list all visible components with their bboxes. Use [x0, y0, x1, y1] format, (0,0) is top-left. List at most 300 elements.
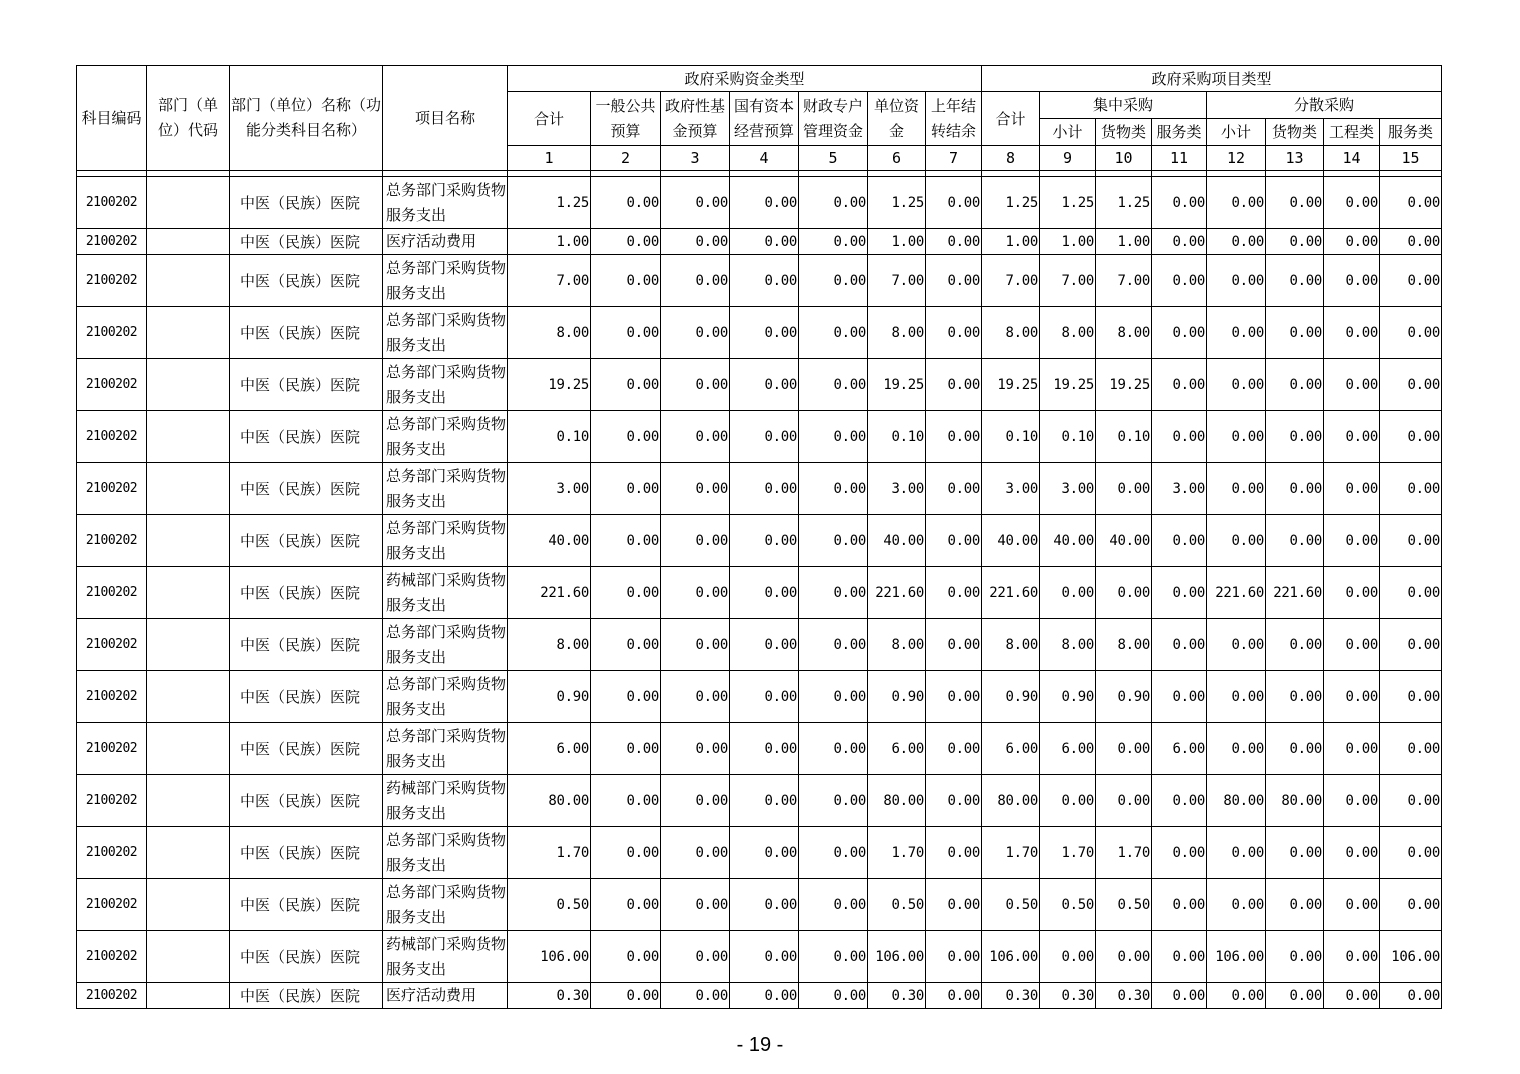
cell-value: 0.00 — [591, 177, 661, 229]
cell-dept-name: 中医（民族）医院 — [230, 515, 383, 567]
cell-value: 40.00 — [982, 515, 1040, 567]
table-row — [77, 827, 1442, 879]
cell-project-name: 总务部门采购货物服务支出 — [383, 411, 508, 463]
cell-value: 0.90 — [982, 671, 1040, 723]
cell-value: 40.00 — [1040, 515, 1096, 567]
cell-value: 0.00 — [730, 619, 799, 671]
cell-value: 0.00 — [730, 463, 799, 515]
cell-value: 0.00 — [1207, 359, 1266, 411]
cell-value: 0.00 — [926, 515, 982, 567]
cell-subject-code: 2100202 — [77, 619, 147, 671]
cell-value: 1.00 — [1096, 229, 1152, 255]
cell-dept-code — [147, 775, 230, 827]
cell-value: 221.60 — [1207, 567, 1266, 619]
table-body — [77, 171, 1442, 1009]
cell-dept-code — [147, 463, 230, 515]
cell-project-name: 医疗活动费用 — [383, 983, 508, 1009]
cell-value: 0.00 — [799, 827, 868, 879]
cell-value: 0.00 — [661, 879, 730, 931]
header-central-subtotal: 小计 — [1040, 119, 1096, 146]
cell-value: 0.30 — [982, 983, 1040, 1009]
cell-value: 80.00 — [508, 775, 591, 827]
table-row — [77, 567, 1442, 619]
cell-value: 6.00 — [1040, 723, 1096, 775]
cell-value: 0.00 — [1266, 177, 1324, 229]
cell-value: 0.00 — [1380, 775, 1442, 827]
cell-value: 0.00 — [591, 619, 661, 671]
cell-value: 0.00 — [926, 619, 982, 671]
cell-value: 1.70 — [1096, 827, 1152, 879]
cell-value: 0.00 — [1152, 515, 1207, 567]
cell-value: 0.00 — [591, 307, 661, 359]
column-number: 8 — [982, 146, 1040, 171]
cell-value: 3.00 — [1040, 463, 1096, 515]
table-row — [77, 359, 1442, 411]
procurement-table — [76, 65, 1442, 1009]
cell-dept-code — [147, 411, 230, 463]
cell-value: 0.00 — [926, 671, 982, 723]
header-dispersed-goods: 货物类 — [1266, 119, 1324, 146]
cell-dept-name: 中医（民族）医院 — [230, 307, 383, 359]
table-row — [77, 723, 1442, 775]
cell-value: 0.00 — [1324, 723, 1380, 775]
cell-dept-code — [147, 671, 230, 723]
cell-value: 0.00 — [1040, 567, 1096, 619]
cell-value: 0.00 — [1040, 775, 1096, 827]
header-dept-code: 部门（单位）代码 — [147, 66, 230, 171]
cell-dept-name: 中医（民族）医院 — [230, 411, 383, 463]
cell-dept-code — [147, 255, 230, 307]
header-dispersed-group: 分散采购 — [1207, 92, 1442, 119]
cell-value: 40.00 — [868, 515, 926, 567]
cell-dept-name: 中医（民族）医院 — [230, 879, 383, 931]
cell-dept-code — [147, 307, 230, 359]
cell-value: 0.00 — [661, 567, 730, 619]
cell-dept-code — [147, 619, 230, 671]
cell-value: 0.00 — [661, 515, 730, 567]
cell-dept-code — [147, 359, 230, 411]
cell-value: 0.00 — [1096, 931, 1152, 983]
cell-project-name: 总务部门采购货物服务支出 — [383, 671, 508, 723]
header-fund-total: 合计 — [508, 92, 591, 146]
cell-value: 0.00 — [799, 931, 868, 983]
cell-value: 0.00 — [661, 359, 730, 411]
cell-value: 0.90 — [868, 671, 926, 723]
cell-value: 0.00 — [1266, 827, 1324, 879]
cell-dept-code — [147, 931, 230, 983]
cell-value: 0.00 — [1324, 307, 1380, 359]
cell-value: 0.30 — [1096, 983, 1152, 1009]
cell-value: 0.00 — [1324, 983, 1380, 1009]
cell-dept-name: 中医（民族）医院 — [230, 931, 383, 983]
cell-value: 0.00 — [730, 671, 799, 723]
cell-project-name: 总务部门采购货物服务支出 — [383, 619, 508, 671]
cell-value: 0.00 — [1207, 307, 1266, 359]
cell-value: 0.00 — [1207, 411, 1266, 463]
cell-value: 0.00 — [1324, 931, 1380, 983]
table-row — [77, 411, 1442, 463]
cell-dept-code — [147, 983, 230, 1009]
cell-value: 8.00 — [1040, 619, 1096, 671]
cell-value: 7.00 — [508, 255, 591, 307]
cell-value: 0.00 — [1324, 827, 1380, 879]
cell-value: 0.00 — [1324, 879, 1380, 931]
cell-value: 0.00 — [1380, 723, 1442, 775]
cell-value: 0.50 — [1096, 879, 1152, 931]
cell-value: 8.00 — [982, 307, 1040, 359]
cell-value: 8.00 — [1096, 619, 1152, 671]
cell-subject-code: 2100202 — [77, 411, 147, 463]
column-number: 13 — [1266, 146, 1324, 171]
header-dispersed-services: 服务类 — [1380, 119, 1442, 146]
cell-value: 0.00 — [730, 983, 799, 1009]
cell-value: 0.00 — [1324, 177, 1380, 229]
header-proj-total: 合计 — [982, 92, 1040, 146]
cell-value: 0.00 — [730, 931, 799, 983]
cell-value: 0.10 — [1040, 411, 1096, 463]
cell-dept-name: 中医（民族）医院 — [230, 463, 383, 515]
header-dispersed-subtotal: 小计 — [1207, 119, 1266, 146]
cell-value: 0.00 — [1380, 879, 1442, 931]
header-central-group: 集中采购 — [1040, 92, 1207, 119]
cell-value: 0.30 — [508, 983, 591, 1009]
cell-value: 0.50 — [1040, 879, 1096, 931]
cell-value: 0.00 — [591, 567, 661, 619]
cell-value: 106.00 — [868, 931, 926, 983]
cell-dept-code — [147, 567, 230, 619]
cell-value: 0.00 — [1152, 567, 1207, 619]
cell-subject-code: 2100202 — [77, 255, 147, 307]
cell-value: 0.00 — [799, 177, 868, 229]
cell-value: 0.00 — [661, 463, 730, 515]
cell-value: 0.00 — [1266, 255, 1324, 307]
cell-value: 0.00 — [799, 307, 868, 359]
column-number: 14 — [1324, 146, 1380, 171]
cell-value: 0.00 — [799, 775, 868, 827]
header-project-type-group: 政府采购项目类型 — [982, 66, 1442, 92]
column-number: 7 — [926, 146, 982, 171]
column-number: 5 — [799, 146, 868, 171]
cell-value: 8.00 — [868, 307, 926, 359]
cell-value: 40.00 — [508, 515, 591, 567]
cell-value: 1.00 — [1040, 229, 1096, 255]
page-number: - 19 - — [736, 1034, 784, 1056]
cell-value: 0.00 — [1152, 177, 1207, 229]
cell-value: 0.00 — [1266, 515, 1324, 567]
cell-value: 0.00 — [1266, 983, 1324, 1009]
cell-value: 0.00 — [1152, 255, 1207, 307]
cell-value: 0.00 — [661, 931, 730, 983]
header-subject-code: 科目编码 — [77, 66, 147, 171]
cell-value: 0.90 — [1096, 671, 1152, 723]
cell-value: 8.00 — [1096, 307, 1152, 359]
cell-value: 0.00 — [730, 515, 799, 567]
cell-value: 0.00 — [1324, 359, 1380, 411]
header-dispersed-works: 工程类 — [1324, 119, 1380, 146]
header-special-fund: 财政专户管理资金 — [799, 92, 868, 146]
cell-value: 0.00 — [1324, 775, 1380, 827]
cell-value: 0.00 — [730, 879, 799, 931]
cell-value: 0.00 — [1207, 463, 1266, 515]
cell-value: 0.00 — [730, 567, 799, 619]
cell-subject-code: 2100202 — [77, 463, 147, 515]
cell-value: 0.00 — [1152, 931, 1207, 983]
cell-value: 80.00 — [1266, 775, 1324, 827]
cell-value: 0.00 — [730, 723, 799, 775]
cell-value: 0.00 — [799, 359, 868, 411]
cell-value: 0.00 — [1266, 463, 1324, 515]
cell-subject-code: 2100202 — [77, 931, 147, 983]
cell-value: 0.00 — [591, 515, 661, 567]
cell-value: 0.00 — [1266, 931, 1324, 983]
cell-value: 3.00 — [1152, 463, 1207, 515]
cell-value: 0.00 — [926, 177, 982, 229]
cell-value: 0.00 — [799, 463, 868, 515]
cell-value: 8.00 — [982, 619, 1040, 671]
cell-project-name: 总务部门采购货物服务支出 — [383, 307, 508, 359]
column-number: 9 — [1040, 146, 1096, 171]
cell-value: 0.30 — [868, 983, 926, 1009]
cell-project-name: 总务部门采购货物服务支出 — [383, 177, 508, 229]
cell-value: 0.00 — [730, 411, 799, 463]
cell-value: 0.00 — [1152, 229, 1207, 255]
cell-value: 0.10 — [1096, 411, 1152, 463]
cell-value: 19.25 — [1040, 359, 1096, 411]
cell-value: 0.00 — [1207, 723, 1266, 775]
cell-dept-name: 中医（民族）医院 — [230, 359, 383, 411]
cell-dept-code — [147, 515, 230, 567]
cell-value: 6.00 — [1152, 723, 1207, 775]
table-row — [77, 229, 1442, 255]
cell-value: 0.00 — [591, 983, 661, 1009]
cell-value: 0.00 — [926, 411, 982, 463]
cell-value: 0.00 — [1207, 879, 1266, 931]
cell-subject-code: 2100202 — [77, 307, 147, 359]
cell-value: 1.25 — [1096, 177, 1152, 229]
cell-value: 106.00 — [1207, 931, 1266, 983]
cell-value: 221.60 — [982, 567, 1040, 619]
cell-value: 0.00 — [1152, 307, 1207, 359]
cell-value: 7.00 — [868, 255, 926, 307]
cell-subject-code: 2100202 — [77, 671, 147, 723]
cell-dept-name: 中医（民族）医院 — [230, 619, 383, 671]
cell-value: 0.00 — [926, 723, 982, 775]
cell-value: 0.00 — [661, 671, 730, 723]
cell-value: 7.00 — [1040, 255, 1096, 307]
cell-value: 0.00 — [1324, 515, 1380, 567]
cell-value: 8.00 — [868, 619, 926, 671]
cell-project-name: 总务部门采购货物服务支出 — [383, 255, 508, 307]
cell-dept-code — [147, 827, 230, 879]
header-unit-fund: 单位资金 — [868, 92, 926, 146]
header-central-goods: 货物类 — [1096, 119, 1152, 146]
column-number: 11 — [1152, 146, 1207, 171]
cell-value: 0.00 — [1266, 411, 1324, 463]
header-gov-fund-budget: 政府性基金预算 — [661, 92, 730, 146]
cell-value: 0.00 — [661, 827, 730, 879]
cell-value: 3.00 — [868, 463, 926, 515]
cell-value: 0.00 — [1324, 229, 1380, 255]
cell-value: 0.00 — [1266, 359, 1324, 411]
cell-value: 8.00 — [508, 307, 591, 359]
cell-value: 19.25 — [982, 359, 1040, 411]
cell-value: 106.00 — [982, 931, 1040, 983]
cell-value: 0.00 — [799, 879, 868, 931]
cell-dept-name: 中医（民族）医院 — [230, 671, 383, 723]
cell-subject-code: 2100202 — [77, 827, 147, 879]
cell-value: 0.00 — [926, 775, 982, 827]
cell-value: 0.00 — [1207, 255, 1266, 307]
cell-value: 0.00 — [1152, 619, 1207, 671]
column-number: 15 — [1380, 146, 1442, 171]
cell-value: 0.00 — [1266, 307, 1324, 359]
cell-value: 80.00 — [982, 775, 1040, 827]
cell-value: 0.00 — [1380, 255, 1442, 307]
table-row — [77, 463, 1442, 515]
cell-value: 221.60 — [1266, 567, 1324, 619]
cell-project-name: 总务部门采购货物服务支出 — [383, 879, 508, 931]
cell-value: 0.00 — [1207, 515, 1266, 567]
cell-value: 0.00 — [799, 515, 868, 567]
cell-value: 1.00 — [982, 229, 1040, 255]
cell-value: 80.00 — [868, 775, 926, 827]
cell-value: 0.00 — [926, 983, 982, 1009]
table-row — [77, 515, 1442, 567]
cell-value: 0.00 — [730, 775, 799, 827]
cell-value: 0.00 — [591, 671, 661, 723]
cell-value: 7.00 — [982, 255, 1040, 307]
cell-value: 0.00 — [591, 723, 661, 775]
header-dept-name: 部门（单位）名称（功能分类科目名称） — [230, 66, 383, 171]
cell-value: 1.70 — [508, 827, 591, 879]
cell-value: 0.00 — [799, 411, 868, 463]
cell-dept-name: 中医（民族）医院 — [230, 229, 383, 255]
cell-value: 1.70 — [1040, 827, 1096, 879]
cell-value: 0.00 — [926, 255, 982, 307]
cell-value: 106.00 — [508, 931, 591, 983]
cell-dept-code — [147, 229, 230, 255]
header-state-capital-budget: 国有资本经营预算 — [730, 92, 799, 146]
cell-value: 0.00 — [1207, 177, 1266, 229]
cell-project-name: 医疗活动费用 — [383, 229, 508, 255]
cell-value: 0.00 — [799, 983, 868, 1009]
table-row — [77, 619, 1442, 671]
cell-value: 6.00 — [508, 723, 591, 775]
cell-value: 0.00 — [1324, 619, 1380, 671]
cell-value: 0.50 — [868, 879, 926, 931]
column-number: 2 — [591, 146, 661, 171]
cell-dept-name: 中医（民族）医院 — [230, 723, 383, 775]
cell-dept-name: 中医（民族）医院 — [230, 567, 383, 619]
cell-value: 0.00 — [1152, 671, 1207, 723]
cell-value: 0.00 — [1152, 879, 1207, 931]
cell-value: 0.00 — [1380, 671, 1442, 723]
cell-value: 19.25 — [868, 359, 926, 411]
cell-value: 3.00 — [508, 463, 591, 515]
column-number: 3 — [661, 146, 730, 171]
cell-value: 221.60 — [868, 567, 926, 619]
header-general-budget: 一般公共预算 — [591, 92, 661, 146]
cell-project-name: 药械部门采购货物服务支出 — [383, 567, 508, 619]
cell-value: 0.00 — [799, 671, 868, 723]
cell-value: 0.10 — [982, 411, 1040, 463]
cell-project-name: 药械部门采购货物服务支出 — [383, 931, 508, 983]
cell-value: 0.00 — [661, 619, 730, 671]
cell-value: 0.00 — [1324, 463, 1380, 515]
cell-value: 0.00 — [926, 307, 982, 359]
header-carryover: 上年结转结余 — [926, 92, 982, 146]
cell-value: 0.00 — [1266, 229, 1324, 255]
cell-value: 0.00 — [1324, 567, 1380, 619]
cell-value: 0.00 — [661, 177, 730, 229]
cell-value: 0.00 — [1207, 671, 1266, 723]
cell-value: 0.00 — [799, 619, 868, 671]
cell-project-name: 总务部门采购货物服务支出 — [383, 463, 508, 515]
cell-value: 0.00 — [926, 879, 982, 931]
cell-subject-code: 2100202 — [77, 723, 147, 775]
cell-value: 0.00 — [1324, 411, 1380, 463]
cell-value: 0.00 — [1096, 775, 1152, 827]
cell-value: 1.25 — [1040, 177, 1096, 229]
cell-value: 0.00 — [926, 827, 982, 879]
cell-value: 0.00 — [591, 229, 661, 255]
column-number: 10 — [1096, 146, 1152, 171]
cell-value: 0.00 — [1266, 879, 1324, 931]
cell-value: 0.90 — [1040, 671, 1096, 723]
cell-value: 0.00 — [926, 359, 982, 411]
cell-value: 0.00 — [730, 827, 799, 879]
cell-value: 0.00 — [1152, 983, 1207, 1009]
cell-dept-name: 中医（民族）医院 — [230, 775, 383, 827]
column-number: 1 — [508, 146, 591, 171]
column-number: 6 — [868, 146, 926, 171]
cell-subject-code: 2100202 — [77, 983, 147, 1009]
cell-value: 40.00 — [1096, 515, 1152, 567]
cell-value: 0.50 — [508, 879, 591, 931]
cell-value: 0.00 — [1380, 307, 1442, 359]
cell-value: 0.00 — [591, 931, 661, 983]
cell-value: 0.00 — [1324, 671, 1380, 723]
cell-subject-code: 2100202 — [77, 359, 147, 411]
cell-value: 0.00 — [926, 229, 982, 255]
cell-value: 0.00 — [1040, 931, 1096, 983]
cell-value: 0.00 — [926, 931, 982, 983]
cell-dept-name: 中医（民族）医院 — [230, 255, 383, 307]
cell-value: 1.00 — [868, 229, 926, 255]
cell-value: 0.00 — [591, 255, 661, 307]
cell-value: 0.00 — [1096, 567, 1152, 619]
cell-value: 0.00 — [926, 567, 982, 619]
cell-value: 0.50 — [982, 879, 1040, 931]
cell-subject-code: 2100202 — [77, 567, 147, 619]
cell-value: 0.00 — [591, 359, 661, 411]
cell-value: 0.00 — [1380, 619, 1442, 671]
cell-value: 3.00 — [982, 463, 1040, 515]
cell-value: 0.00 — [591, 411, 661, 463]
cell-value: 0.10 — [868, 411, 926, 463]
cell-value: 0.00 — [1380, 229, 1442, 255]
cell-value: 0.10 — [508, 411, 591, 463]
cell-value: 0.00 — [1380, 463, 1442, 515]
cell-dept-code — [147, 723, 230, 775]
cell-dept-name: 中医（民族）医院 — [230, 177, 383, 229]
cell-dept-name: 中医（民族）医院 — [230, 983, 383, 1009]
cell-value: 0.00 — [1152, 411, 1207, 463]
header-central-services: 服务类 — [1152, 119, 1207, 146]
cell-project-name: 总务部门采购货物服务支出 — [383, 359, 508, 411]
cell-value: 0.00 — [730, 255, 799, 307]
cell-dept-code — [147, 177, 230, 229]
